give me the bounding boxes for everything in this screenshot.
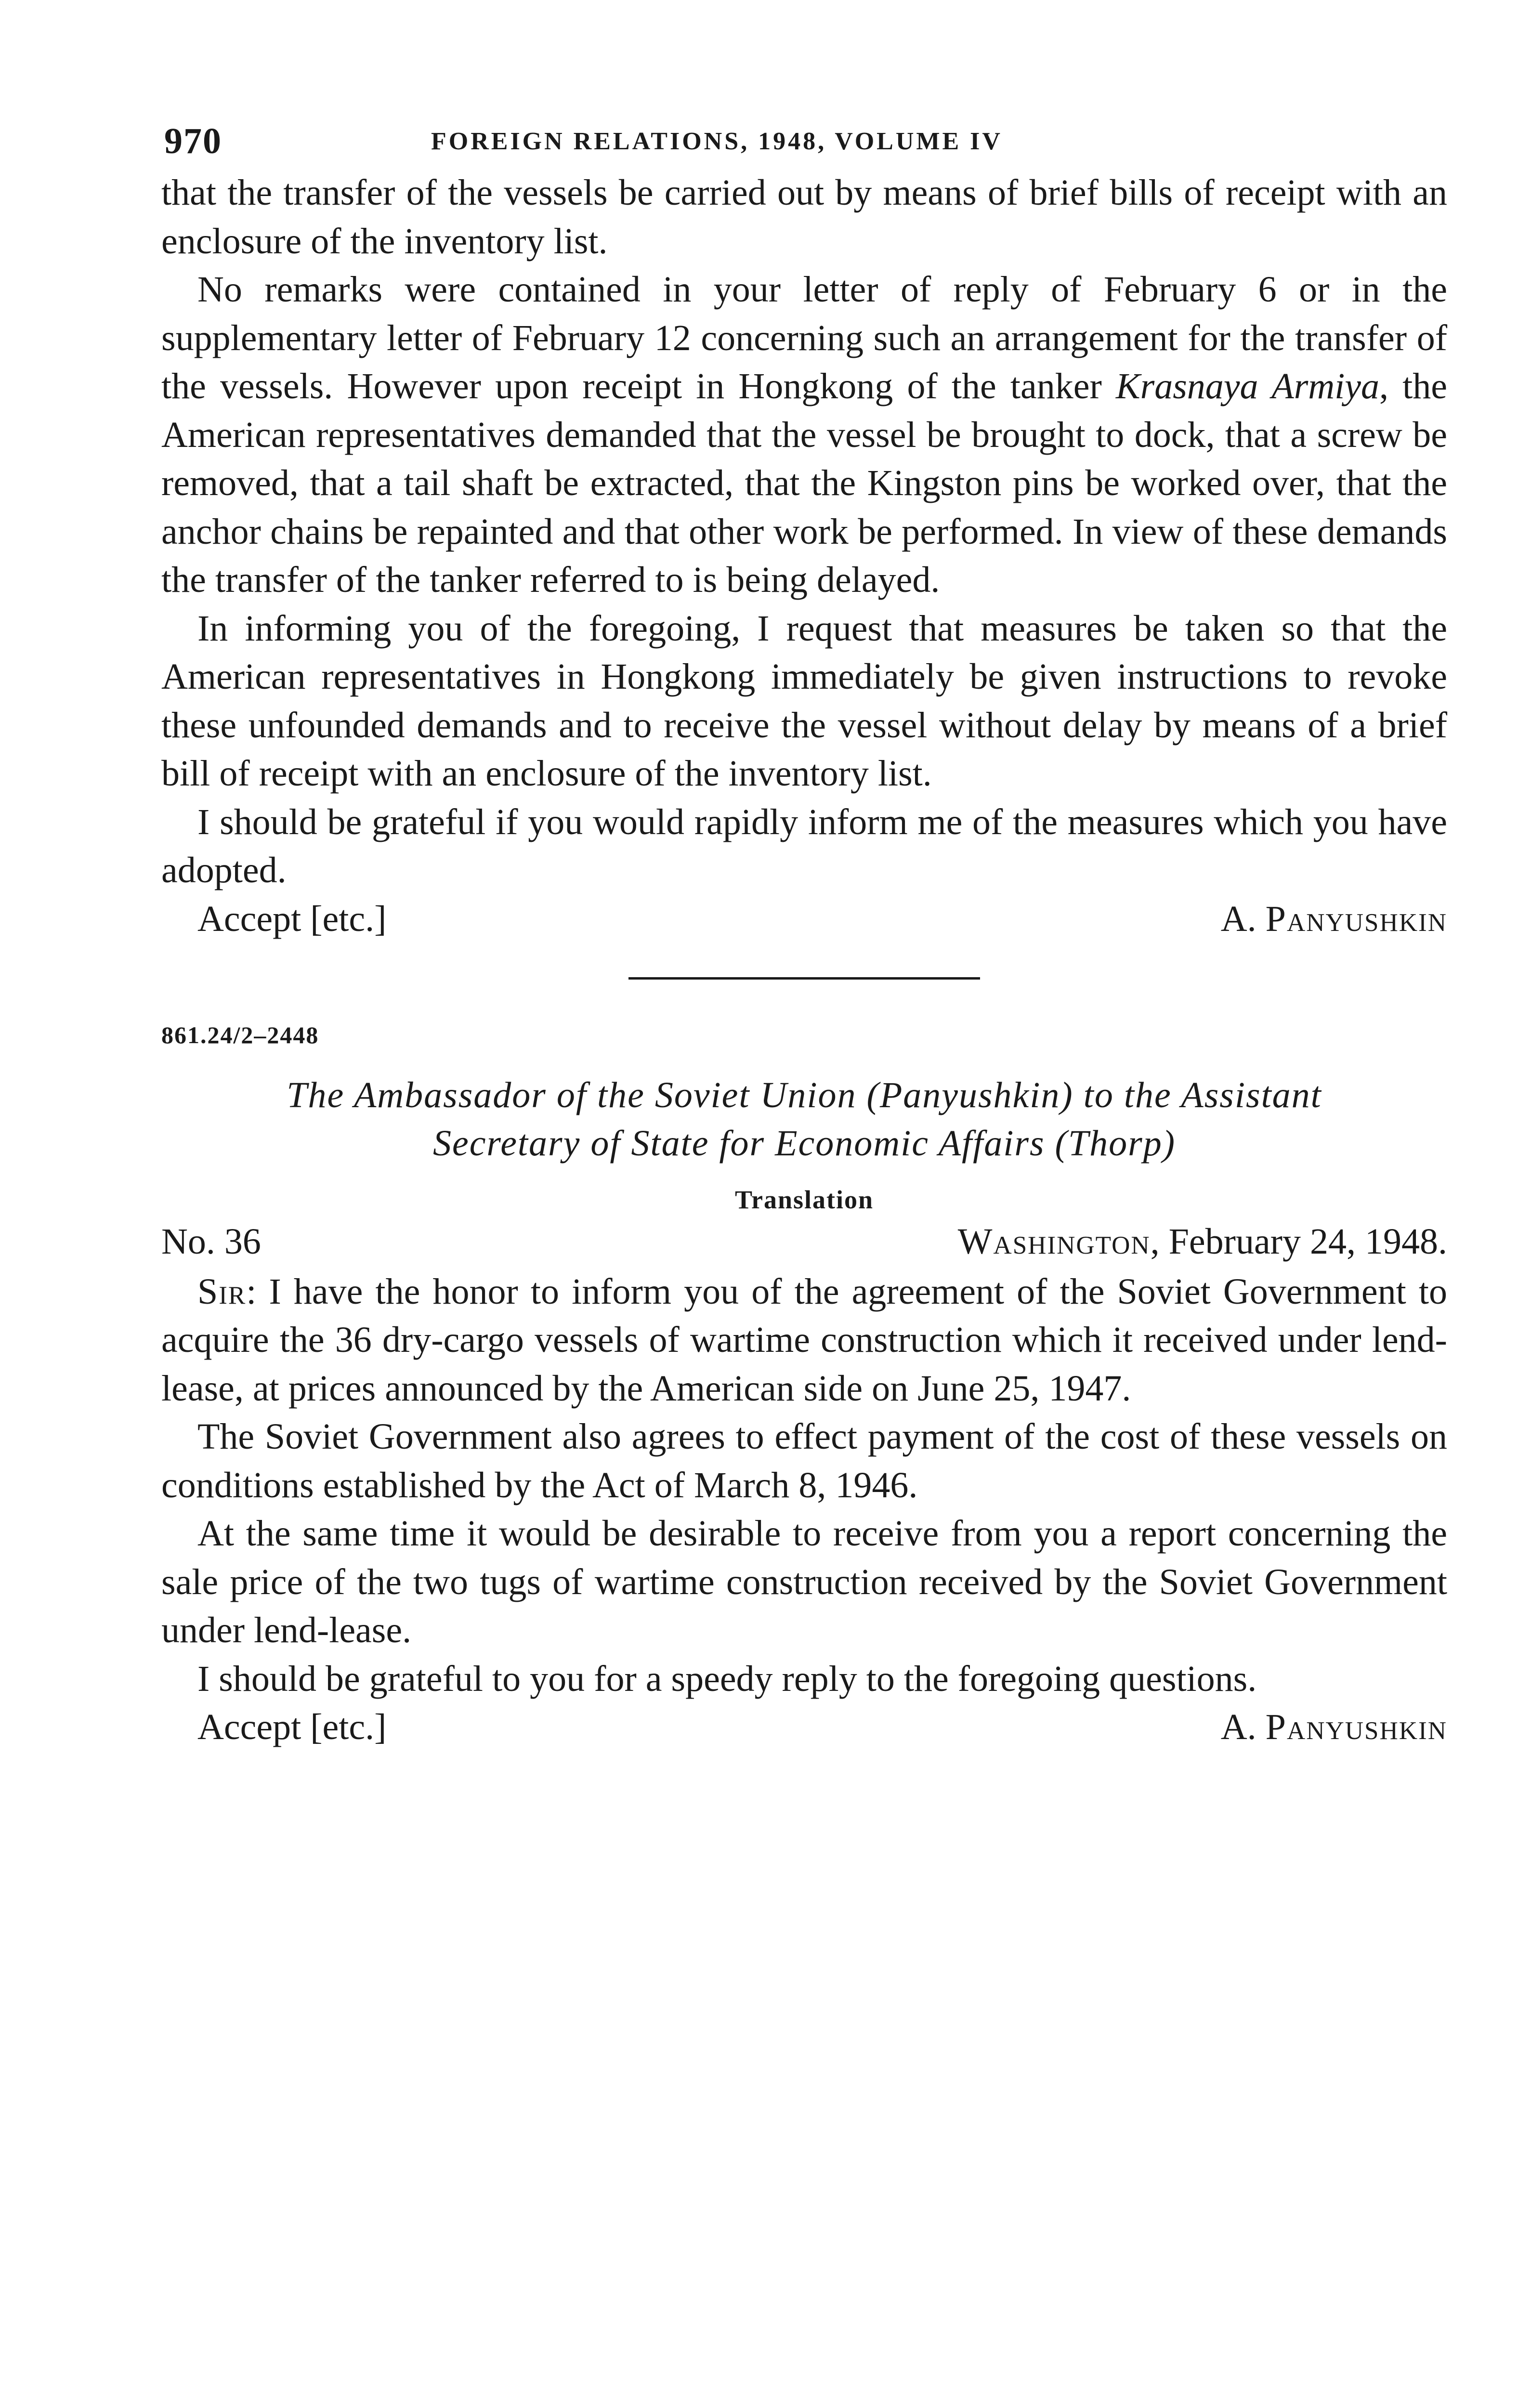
- place: Washington: [957, 1221, 1151, 1262]
- paragraph-text: , the American representatives demanded that the vessel be brought to dock, that a screw be removed, that a tail shaft be extracted, that the Kingston pins be worked over, that the anchor chains be repainted and that other work be performed. In view of these demands the transfer of the tanker referred to is being delayed.: [161, 366, 1448, 600]
- document-title-line: The Ambassador of the Soviet Union (Panyushkin) to the Assistant: [287, 1074, 1322, 1115]
- document-title-line: Secretary of State for Economic Affairs (Thorp): [432, 1123, 1176, 1164]
- paragraph-text: No remarks were contained in your letter of reply of February 6 or in the supplementary letter of February 12 concerning such an arrangement for the transfer of the vessels. However upon receipt in Hongkong of the tanker: [161, 269, 1447, 406]
- letter2-paragraph-2: The Soviet Government also agrees to effect payment of the cost of these vessels on conditions established by the Act of March 8, 1946.: [161, 1416, 1447, 1505]
- letter2-paragraph-3: At the same time it would be desirable to receive from you a report concerning the sale price of the two tugs of wartime construction received by the Soviet Government under lend-lease.: [161, 1513, 1447, 1650]
- document-title: [161, 1071, 1447, 1167]
- closing: Accept [etc.]: [197, 1707, 387, 1747]
- file-number: 861.24/2–2448: [161, 1021, 319, 1048]
- letter1-signature-block: [161, 895, 1447, 943]
- running-head: [161, 111, 1447, 169]
- letter1-paragraph-3: In informing you of the foregoing, I request that measures be taken so that the American representatives in Hongkong immediately be given instructions to revoke these unfounded demands and to receive the vessel without delay by means of a brief bill of receipt with an enclosure of the inventory list.: [161, 608, 1447, 794]
- letter1-paragraph-2: [161, 265, 1447, 604]
- letter2-signature-block: [161, 1703, 1447, 1752]
- signer-name: Panyushkin: [1265, 898, 1447, 939]
- closing: Accept [etc.]: [197, 898, 387, 939]
- paragraph-text: : I have the honor to inform you of the agreement of the Soviet Government to acquire the 36 dry-cargo vessels of wartime construction which it received under lend-lease, at prices announced by the American side on June 25, 1947.: [161, 1271, 1447, 1409]
- dateline: [161, 1217, 1447, 1266]
- signature: [1221, 1703, 1447, 1751]
- translation-label: Translation: [734, 1185, 874, 1214]
- signer-initial: A.: [1220, 898, 1266, 939]
- letter2-paragraph-4: I should be grateful to you for a speedy reply to the foregoing questions.: [197, 1658, 1257, 1699]
- letter1-continuation: that the transfer of the vessels be carried out by means of brief bills of receipt with an enclosure of the inventory list.: [161, 172, 1447, 262]
- running-title: FOREIGN RELATIONS, 1948, VOLUME IV: [431, 128, 1003, 155]
- date: , February 24, 1948.: [1150, 1221, 1447, 1262]
- section-divider: [628, 977, 980, 980]
- vessel-name: Krasnaya Armiya: [1115, 366, 1380, 406]
- letter2-paragraph-1: [161, 1268, 1447, 1413]
- salutation: Sir: [197, 1271, 247, 1312]
- signature: [1221, 895, 1447, 943]
- page-number: 970: [164, 121, 222, 161]
- signer-initial: A.: [1220, 1707, 1266, 1747]
- signer-name: Panyushkin: [1265, 1707, 1447, 1747]
- place-and-date: [958, 1217, 1447, 1266]
- document-number: No. 36: [161, 1221, 261, 1262]
- letter1-paragraph-4: I should be grateful if you would rapidly inform me of the measures which you have adopted.: [161, 801, 1447, 890]
- document-page: [161, 111, 1447, 1752]
